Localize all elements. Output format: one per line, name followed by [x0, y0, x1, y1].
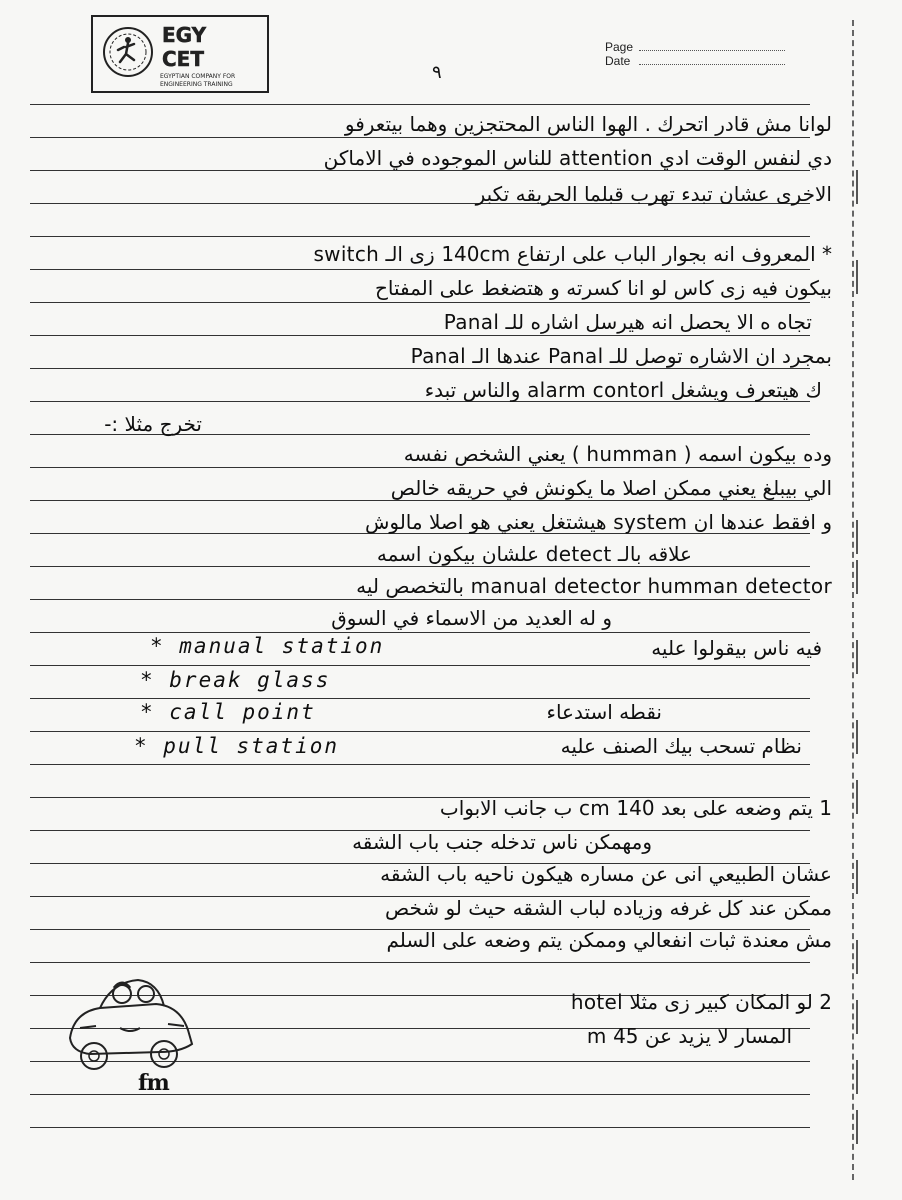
synonym-break-glass: * break glass: [140, 668, 331, 692]
page-date-header: [605, 40, 785, 68]
note-line-2: دي لنفس الوقت ادي attention للناس الموجوده في الاماكن: [323, 146, 832, 170]
margin-tick: [856, 260, 858, 294]
margin-tick: [856, 1110, 858, 1144]
margin-tick: [856, 1000, 858, 1034]
svg-text:ENGINEERING TRAINING: ENGINEERING TRAINING: [160, 81, 233, 88]
note-line-21: عشان الطبيعي انى عن مساره هيكون ناحيه باب الشقه: [380, 862, 832, 886]
note-line-5: بيكون فيه زى كاس لو انا كسرته و هتضغط على المفتاح: [374, 276, 832, 300]
note-line-9: تخرج مثلا :-: [104, 412, 202, 436]
note-line-4: * المعروف انه بجوار الباب على ارتفاع 140cm زى الـ switch: [313, 242, 832, 266]
margin-tick: [856, 520, 858, 554]
margin-tick: [856, 1060, 858, 1094]
ruled-line: [30, 170, 810, 171]
egycet-logo-graphic: [90, 12, 270, 96]
cartoon-signature: fm: [138, 1070, 169, 1096]
ruled-line: [30, 269, 810, 270]
ruled-line: [30, 599, 810, 600]
ruled-line: [30, 632, 810, 633]
note-line-11: الي بيبلغ يعني ممكن اصلا ما يكونش في حريقه خالص: [390, 476, 832, 500]
note-line-1: لوانا مش قادر اتحرك . الهوا الناس المحتجزين وهما بيتعرفو: [344, 112, 832, 136]
ruled-line: [30, 368, 810, 369]
margin-tick: [856, 640, 858, 674]
note-line-16: فيه ناس بيقولوا عليه: [651, 636, 822, 660]
car-cartoon-illustration: [60, 968, 200, 1078]
note-line-15: و له العديد من الاسماء في السوق: [331, 606, 612, 630]
page-label: Page: [605, 40, 634, 54]
note-line-22: ممكن عند كل غرفه وزياده لباب الشقه حيث لو شخص: [384, 896, 832, 920]
note-line-13: علاقه بالـ detect علشان بيكون اسمه: [376, 542, 692, 566]
ruled-line: [30, 500, 810, 501]
ruled-line: [30, 566, 810, 567]
note-line-24: 2 لو المكان كبير زى مثلا hotel: [570, 990, 832, 1014]
note-line-18: نظام تسحب بيك الصنف عليه: [560, 734, 802, 758]
synonym-manual-station: * manual station: [150, 634, 385, 658]
note-line-6: تجاه ه الا يحصل انه هيرسل اشاره للـ Panal: [443, 310, 812, 334]
margin-tick: [856, 940, 858, 974]
synonym-pull-station: * pull station: [134, 734, 340, 758]
note-line-20: ومهمكن ناس تدخله جنب باب الشقه: [352, 830, 652, 854]
margin-tick: [856, 780, 858, 814]
note-line-7: بمجرد ان الاشاره توصل للـ Panal عندها الـ Panal: [410, 344, 832, 368]
ruled-line: [30, 335, 810, 336]
note-line-25: المسار لا يزيد عن 45 m: [586, 1024, 792, 1048]
margin-tick: [856, 720, 858, 754]
handwritten-page-number: ٩: [432, 62, 442, 83]
svg-text:CET: CET: [162, 47, 204, 71]
note-line-8: ك هيتعرف ويشغل alarm contorl والناس تبدء: [424, 378, 822, 402]
svg-text:EGY: EGY: [162, 23, 207, 47]
note-line-3: الاخرى عشان تبدء تهرب قبلما الحريقه تكبر: [475, 182, 832, 206]
date-field-line: [639, 64, 785, 65]
ruled-line: [30, 1127, 810, 1128]
egycet-logo: [90, 12, 270, 96]
ruled-line: [30, 962, 810, 963]
ruled-line: [30, 467, 810, 468]
note-line-12: و افقط عندها ان system هيشتغل يعني هو اصلا مالوش: [364, 510, 832, 534]
margin-tick: [856, 170, 858, 204]
ruled-line: [30, 731, 810, 732]
ruled-line: [30, 764, 810, 765]
ruled-line: [30, 104, 810, 105]
note-line-14: manual detector humman detector بالتخصص ليه: [356, 574, 832, 598]
page-field: [605, 40, 785, 54]
date-label: Date: [605, 54, 631, 68]
ruled-line: [30, 698, 810, 699]
date-field: [605, 54, 785, 68]
svg-text:EGYPTIAN COMPANY FOR: EGYPTIAN COMPANY FOR: [160, 73, 236, 80]
synonym-call-point: * call point: [140, 700, 316, 724]
right-margin-rule: [852, 20, 854, 1180]
page-field-line: [639, 50, 785, 51]
ruled-line: [30, 665, 810, 666]
ruled-line: [30, 236, 810, 237]
margin-tick: [856, 860, 858, 894]
car-cartoon-graphic: [60, 968, 200, 1078]
note-line-10: وده بيكون اسمه ( humman ) يعني الشخص نفسه: [403, 442, 832, 466]
ruled-line: [30, 137, 810, 138]
note-line-19: 1 يتم وضعه على بعد 140 cm ب جانب الابواب: [439, 796, 832, 820]
note-line-17: نقطه استدعاء: [546, 700, 662, 724]
ruled-line: [30, 302, 810, 303]
margin-tick: [856, 560, 858, 594]
note-line-23: مش معندة ثبات انفعالي وممكن يتم وضعه على السلم: [386, 928, 832, 952]
